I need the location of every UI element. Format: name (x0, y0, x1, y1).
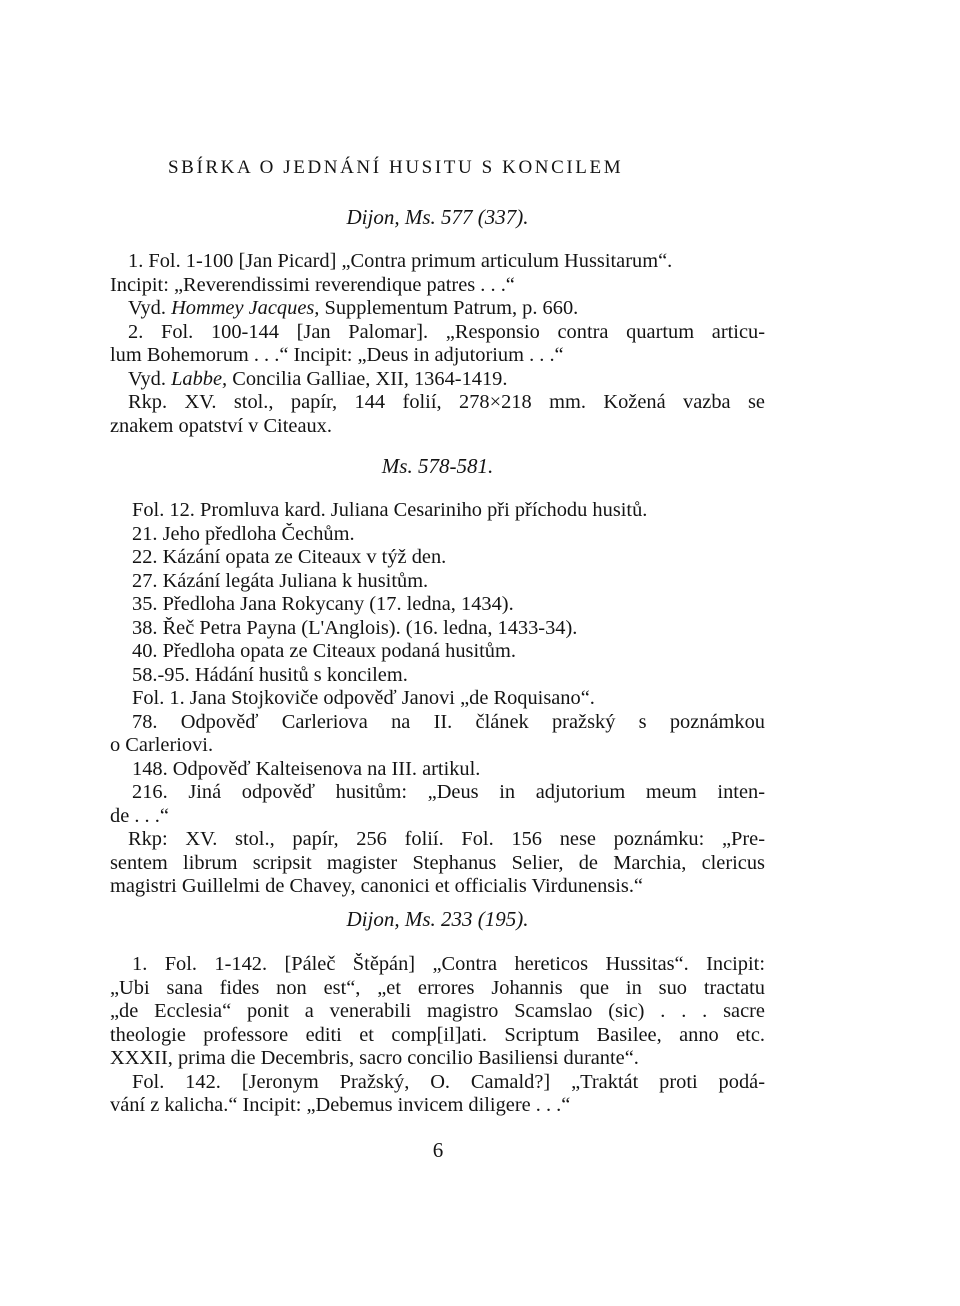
section-body (110, 953, 765, 1118)
text-line: 148. Odpověď Kalteisenova na III. artikul. (132, 757, 481, 780)
text-line: znakem opatství v Citeaux. (110, 414, 332, 437)
text-line: Fol. 1. Jana Stojkoviče odpověď Janovi „de Roquisano“. (132, 687, 595, 709)
page-number: 6 (432, 1138, 444, 1162)
text-line: 21. Jeho předloha Čechům. (132, 522, 355, 545)
text-line: sentem librum scripsit magister Stephanus Selier, de Marchia, clericus (110, 851, 765, 874)
text-line: Rkp. XV. stol., papír, 144 folií, 278×218 mm. Kožená vazba se (128, 391, 765, 413)
section-heading: Ms. 578-581. (381, 454, 494, 478)
author-name: Labbe, (171, 367, 228, 390)
text-line: 22. Kázání opata ze Citeaux v týž den. (132, 546, 447, 568)
text-line: 27. Kázání legáta Juliana k husitům. (132, 569, 429, 592)
text-line: o Carleriovi. (110, 734, 214, 756)
text-line: 40. Předloha opata ze Citeaux podaná husitům. (132, 640, 516, 662)
text-line: 2. Fol. 100-144 [Jan Palomar]. „Responsio contra quartum articu- (128, 320, 765, 343)
text-line: Vyd. Hommey Jacques, Supplementum Patrum, p. 660. (128, 297, 579, 319)
section-heading: Dijon, Ms. 577 (337). (346, 205, 529, 229)
text-line: vání z kalicha.“ Incipit: „Debemus invicem diligere . . .“ (110, 1094, 571, 1116)
text-line: theologie professore editi et comp[il]ati. Scriptum Basilee, anno etc. (110, 1023, 765, 1046)
section-heading: Dijon, Ms. 233 (195). (346, 907, 529, 931)
text-line: Rkp: XV. stol., papír, 256 folií. Fol. 156 nese poznámku: „Pre- (128, 828, 765, 850)
author-name: Hommey Jacques, (171, 297, 320, 319)
text-line: 1. Fol. 1-142. [Páleč Štěpán] „Contra hereticos Hussitas“. Incipit: (132, 953, 765, 975)
text-line: de . . .“ (110, 804, 169, 827)
text-line: „Ubi sana fides non est“, „et errores Johannis que in suo tractatu (110, 976, 765, 999)
section-body (110, 499, 765, 899)
text-line: 58.-95. Hádání husitů s koncilem. (132, 663, 408, 686)
running-head: SBÍRKA O JEDNÁNÍ HUSITU S KONCILEM (168, 157, 624, 178)
text-line: 38. Řeč Petra Payna (L'Anglois). (16. ledna, 1433-34). (132, 616, 578, 639)
text-line: 78. Odpověď Carleriova na II. článek pražský s poznámkou (132, 710, 765, 733)
text-line: 1. Fol. 1-100 [Jan Picard] „Contra primum articulum Hussitarum“. (128, 250, 673, 272)
text-line: 35. Předloha Jana Rokycany (17. ledna, 1434). (132, 593, 514, 615)
text-line: 216. Jiná odpověď husitům: „Deus in adjutorium meum inten- (132, 781, 765, 803)
text-line: Incipit: „Reverendissimi reverendique patres . . .“ (110, 273, 515, 296)
text-line: Fol. 142. [Jeronym Pražský, O. Camald?] „Traktát proti podá- (132, 1070, 765, 1093)
text-line: XXXII, prima die Decembris, sacro concilio Basiliensi durante“. (110, 1047, 639, 1069)
section-body (110, 250, 765, 438)
text-line: Fol. 12. Promluva kard. Juliana Cesariniho při příchodu husitů. (132, 499, 648, 521)
text-line: lum Bohemorum . . .“ Incipit: „Deus in adjutorium . . .“ (110, 344, 564, 366)
text-line: Vyd. Labbe, Concilia Galliae, XII, 1364-1419. (128, 367, 508, 390)
text-line: magistri Guillelmi de Chavey, canonici et officialis Virdunensis.“ (110, 875, 643, 897)
text-line: „de Ecclesia“ ponit a venerabili magistro Scamslao (sic) . . . sacre (110, 1000, 765, 1022)
